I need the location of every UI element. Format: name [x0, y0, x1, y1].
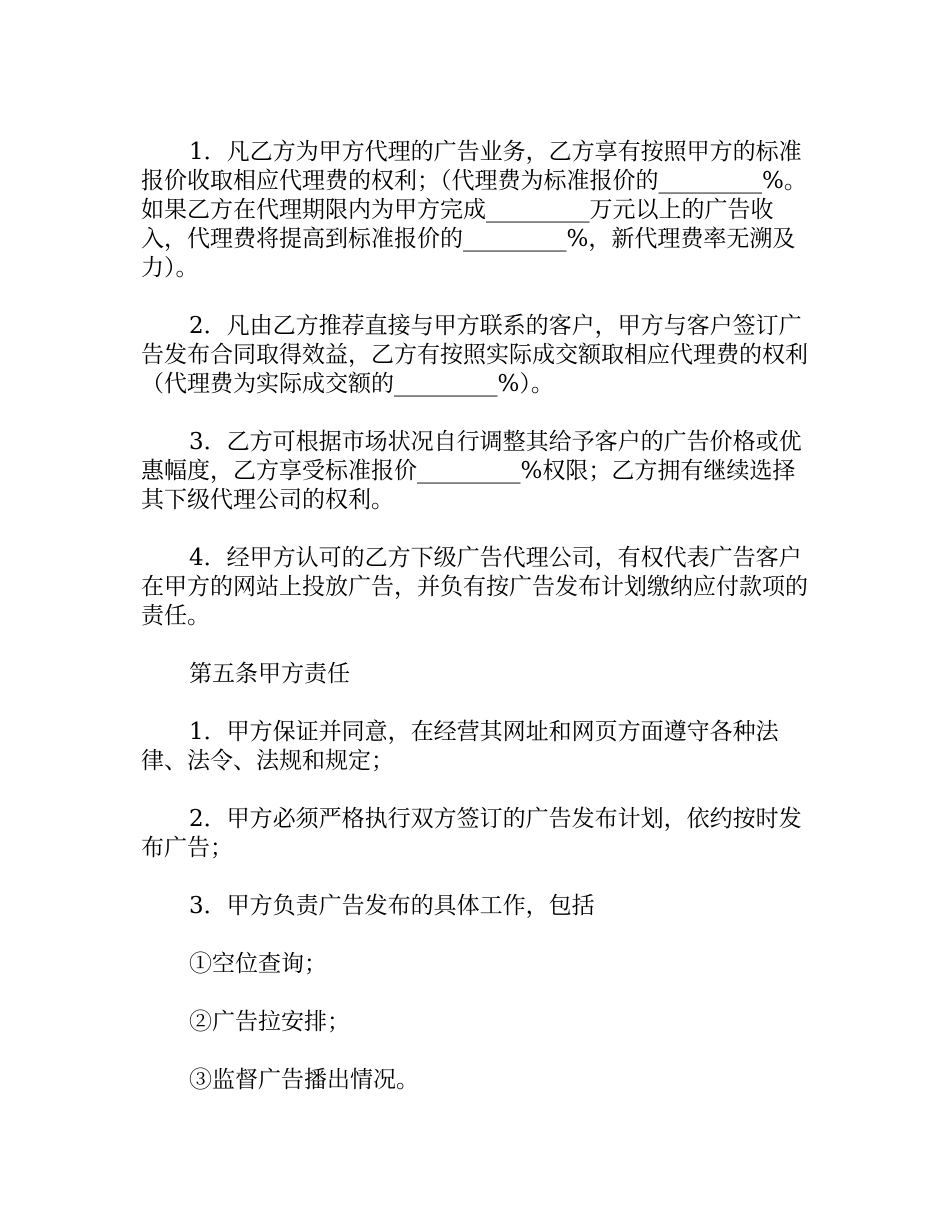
clause-price-adjustment: 3．乙方可根据市场状况自行调整其给予客户的广告价格或优惠幅度，乙方享受标准报价_________%权限；乙方拥有继续选择其下级代理公司的权利。 — [141, 429, 802, 513]
section-heading-party-a-duties: 第五条甲方责任 — [189, 661, 350, 687]
document-body — [141, 138, 813, 1124]
clause-agent-fee-rights: 1．凡乙方为甲方代理的广告业务，乙方享有按照甲方的标准报价收取相应代理费的权利；（代理费为标准报价的_________%。如果乙方在代理期限内为甲方完成_________万元以上的广告收入，代理费将提高到标准报价的_________%，新代理费率无溯及力）。 — [141, 139, 807, 281]
clause-sub-agent-rights: 4．经甲方认可的乙方下级广告代理公司，有权代表广告客户在甲方的网站上投放广告，并负有按广告发布计划缴纳应付款项的责任。 — [141, 545, 808, 629]
clause-referral-client-fee: 2．凡由乙方推荐直接与甲方联系的客户，甲方与客户签订广告发布合同取得效益，乙方有按照实际成交额取相应代理费的权利（代理费为实际成交额的_________%）。 — [141, 313, 808, 397]
duty-publish-on-schedule: 2．甲方必须严格执行双方签订的广告发布计划，依约按时发布广告； — [141, 806, 802, 861]
list-item: ①空位查询； — [189, 951, 327, 977]
list-item: ③监督广告播出情况。 — [189, 1067, 419, 1093]
list-item: ②广告拉安排； — [189, 1009, 350, 1035]
duty-compliance: 1．甲方保证并同意，在经营其网址和网页方面遵守各种法律、法令、法规和规定； — [141, 719, 779, 774]
duty-publishing-work: 3．甲方负责广告发布的具体工作，包括 — [189, 893, 595, 919]
